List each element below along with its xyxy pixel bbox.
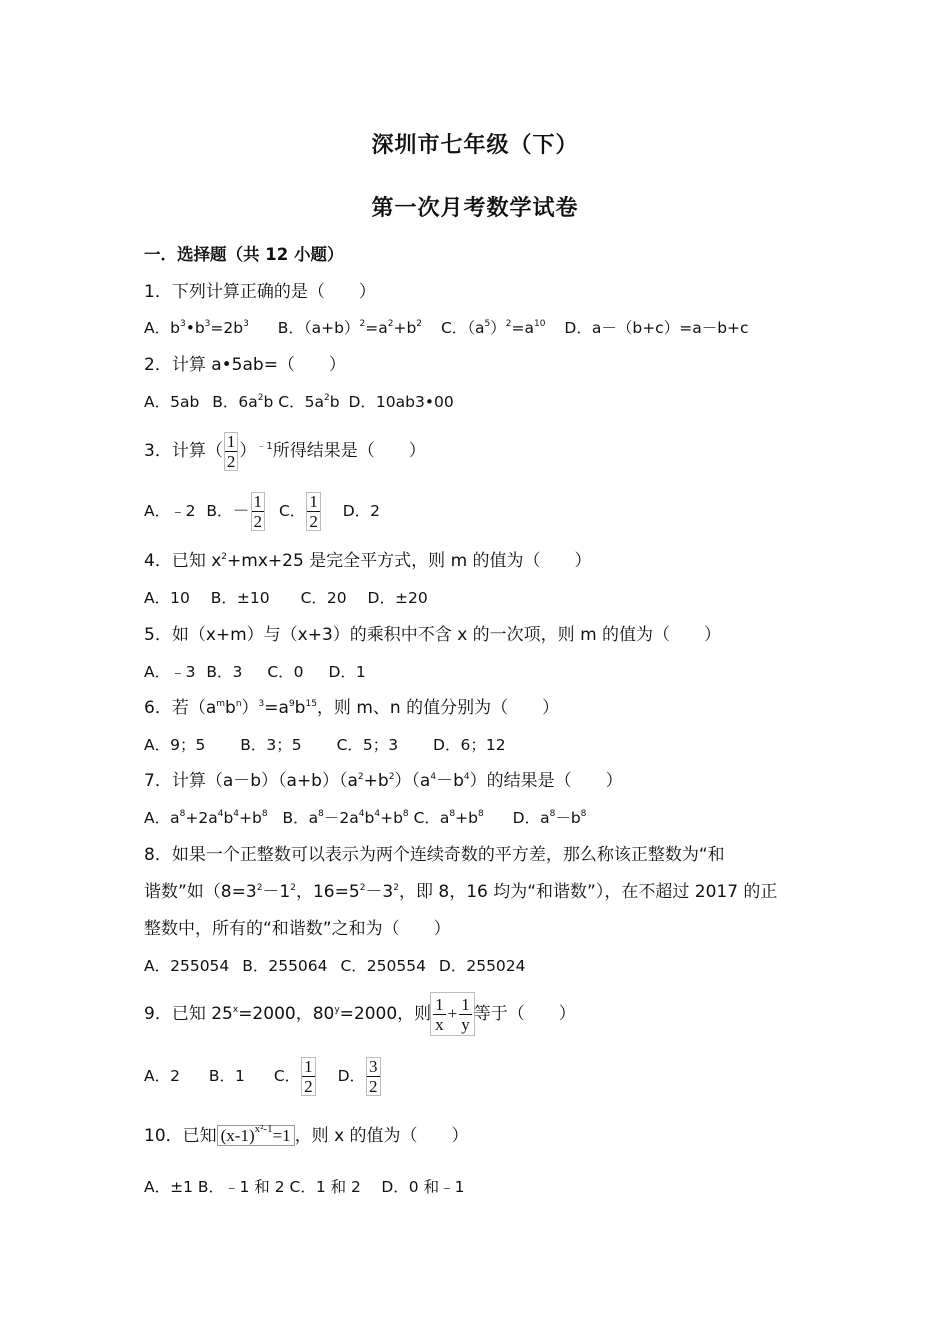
q7-option-c: C．$a^8+b^8$ — [413, 809, 484, 827]
question-4-stem: 4．已知 $x^2+mx+25$ 是完全平方式，则 m 的值为（ ） — [144, 551, 592, 571]
q3-option-d: D．2 — [342, 502, 381, 520]
question-2-options — [144, 392, 454, 412]
question-5-options — [144, 662, 366, 682]
q6-option-a: A．9；5 — [144, 736, 206, 754]
q3-option-b: B．－ $\frac{1}{2}$ — [206, 492, 263, 531]
question-8-line-3: 整数中，所有的“和谐数”之和为（ ） — [144, 919, 451, 939]
q6-option-b: B．3；5 — [240, 736, 302, 754]
q6-option-d: D．6；12 — [433, 736, 506, 754]
question-8-line-1: 8．如果一个正整数可以表示为两个连续奇数的平方差，那么称该正整数为“和 — [144, 845, 725, 865]
q5-option-d: D．1 — [328, 663, 366, 681]
q3-option-c: C． $\frac{1}{2}$ — [278, 492, 318, 531]
question-9-stem: 9．已知 $25^x=2000$，$80^y=2000$，则 $\frac{1}{x}$ + $\frac{1}{y}$ 等于（ ） — [144, 994, 576, 1034]
q9-option-a: A．2 — [144, 1067, 180, 1085]
question-3-stem: 3．计算（ $\frac{1}{2}$ ）$^{﹣1}$所得结果是（ ） — [144, 431, 426, 471]
q4-option-c: C．20 — [300, 589, 347, 607]
q1-option-b: B．$(a+b)^2=a^2+b^2$ — [277, 319, 423, 337]
q2-option-c: C．$5a^2b$ — [278, 393, 340, 411]
question-7-stem: 7．计算$(a-b)(a+b)(a^2+b^2)(a^4-b^4)$的结果是（ ） — [144, 771, 623, 791]
q7-option-b: B．$a^8-2a^4b^4+b^8$ — [282, 809, 409, 827]
question-10-stem: 10．已知 $(x-1)^{x^2-1}=1$ ，则 x 的值为（ ） — [144, 1123, 469, 1146]
question-8-line-2: 谐数”如（$8=3^2-1^2$，$16=5^2-3^2$，即 8，16 均为“和谐数”），在不超过 2017 的正 — [144, 882, 778, 902]
q8-option-c: C．250554 — [340, 957, 426, 975]
q8-option-a: A．255054 — [144, 957, 230, 975]
q8-option-b: B．255064 — [242, 957, 328, 975]
q7-option-d: D．$a^8-b^8$ — [512, 809, 587, 827]
q2-option-b: B．$6a^2b$ — [212, 393, 274, 411]
q10-equation: $(x-1)^{x^2-1}=1$ — [217, 1125, 295, 1146]
q2-option-a: A．5ab — [144, 393, 200, 411]
q9-option-b: B．1 — [208, 1067, 245, 1085]
question-7-options — [144, 808, 586, 828]
section-heading: 一．选择题（共 12 小题） — [144, 245, 344, 264]
q1-option-c: C．$(a^5)^2=a^{10}$ — [440, 319, 546, 337]
q3-fraction: $\frac{1}{2}$ — [226, 431, 236, 471]
question-5-stem: 5．如（x+m）与（x+3）的乘积中不含 x 的一次项，则 m 的值为（ ） — [144, 625, 722, 645]
q4-option-d: D．±20 — [367, 589, 428, 607]
q4-option-a: A．10 — [144, 589, 190, 607]
q6-option-c: C．5；3 — [336, 736, 399, 754]
question-10-options: A．±1 B．﹣1 和 2 C．1 和 2 D．0 和﹣1 — [144, 1178, 465, 1196]
q1-option-a: A．$b^3•b^3=2b^3$ — [144, 319, 249, 337]
question-9-options — [144, 1054, 382, 1098]
question-4-options — [144, 588, 428, 608]
question-3-options — [144, 489, 380, 534]
q5-option-a: A．﹣3 — [144, 663, 196, 681]
question-1-options — [144, 318, 749, 338]
q4-option-b: B．±10 — [210, 589, 270, 607]
q3-option-a: A．﹣2 — [144, 502, 196, 520]
title-exam: 第一次月考数学试卷 — [371, 196, 579, 221]
question-1-stem: 1．下列计算正确的是（ ） — [144, 282, 376, 302]
q2-option-d: D．10ab3•00 — [348, 393, 454, 411]
q1-option-d: D．a－（b+c）=a－b+c — [564, 319, 749, 337]
q8-option-d: D．255024 — [438, 957, 526, 975]
question-6-options — [144, 735, 506, 755]
q9-expression: $\frac{1}{x}$ + $\frac{1}{y}$ — [431, 993, 474, 1035]
title-school: 深圳市七年级（下） — [371, 133, 579, 158]
question-2-stem: 2．计算 a•5ab=（ ） — [144, 355, 346, 375]
q5-option-c: C．0 — [267, 663, 304, 681]
q9-option-c: C． $\frac{1}{2}$ — [273, 1057, 313, 1096]
question-6-stem: 6．若$(a^mb^n)^3=a^9b^{15}$，则 m、n 的值分别为（ ） — [144, 698, 560, 718]
question-8-options — [144, 956, 526, 976]
q5-option-b: B．3 — [206, 663, 243, 681]
q9-option-d: D． $\frac{3}{2}$ — [337, 1057, 378, 1096]
q7-option-a: A．$a^8+2a^4b^4+b^8$ — [144, 809, 268, 827]
